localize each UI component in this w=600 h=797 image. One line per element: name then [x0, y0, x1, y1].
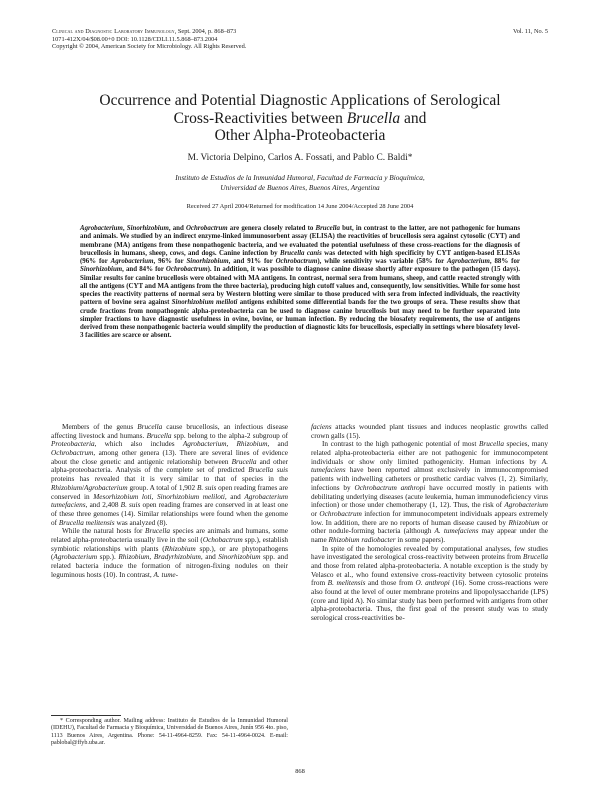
page-number: 868	[295, 768, 305, 775]
italic-term: Brucella	[523, 553, 548, 562]
italic-term: Sinorhizobium	[218, 553, 261, 562]
title-genus: Brucella	[346, 109, 401, 127]
abstract-italic: Sinorhizobium meliloti	[171, 299, 238, 307]
abstract-text: , 96% for	[153, 258, 187, 265]
italic-term: Bradyrhizobium	[153, 553, 201, 562]
italic-term: Agrobacterium	[53, 553, 98, 562]
text: have occurred mostly in patients with debilitating underlying diseases (acute leukemia, human immunodeficiency virus infection) or those under chemotherapy (1, 12). Thus, the risk of	[311, 483, 548, 510]
title-line-2	[40, 110, 560, 128]
text: In contrast to the high pathogenic potential of most	[322, 440, 479, 449]
text: infection for immunocompetent individuals appears extremely low. In addition, there are no reports of human disease caused by	[311, 509, 548, 527]
abstract	[80, 225, 520, 341]
abstract-italic: Sinorhizobium	[80, 266, 123, 274]
corresponding-author-footnote	[51, 718, 288, 747]
abstract-text: , 88% for	[489, 258, 520, 265]
body-column-left	[51, 423, 288, 579]
text: cause brucellosis, an infectious disease affecting livestock and humans.	[51, 423, 288, 440]
footnote-divider	[51, 715, 121, 716]
italic-term: Rhizobium	[118, 553, 150, 562]
abstract-text: , and	[168, 225, 186, 232]
italic-term: Rhizobium	[236, 440, 268, 449]
text: have been reported almost exclusively in immunocompromised patients with indwelling catheters or prosthetic cardiac valves (1, 2). Similarly, infections by	[311, 466, 548, 492]
text: species are animals and humans, some related alpha-proteobacteria usually live in the soil (	[51, 527, 288, 544]
affiliation-line-1: Instituto de Estudios de la Inmunidad Humoral, Facultad de Farmacia y Bioquímica,	[175, 173, 425, 182]
italic-term: Mesorhizobium loti	[93, 492, 152, 501]
abstract-text: , and 84% for	[122, 266, 166, 274]
paper-title	[40, 92, 560, 145]
italic-term: Rhizobium	[51, 483, 83, 492]
text: spp.), or are phytopathogens (	[51, 544, 288, 562]
italic-term: Agrobacterium	[84, 483, 128, 492]
abstract-italic: Sinorhizobium	[186, 258, 229, 265]
paragraph	[311, 440, 548, 544]
title-line-3: Other Alpha-Proteobacteria	[214, 127, 386, 144]
body-column-right	[311, 423, 548, 623]
abstract-text: but, in contrast to the latter, are not pathogenic for humans and animals. We studied by an indirect enzyme-linked immunosorbent assay (ELISA) the reactivities of brucellosis sera against cytosolic (CYT) and membrane (MA) antigens from these nonpathogenic bacteria, and we evaluated the potential usefulness of these cross-reactions for the diagnosis of brucellosis in humans, sheep, cows, and dogs. Canine infection by	[80, 225, 521, 257]
affiliation	[80, 173, 520, 192]
citation-details: , Sept. 2004, p. 868–873	[174, 28, 237, 35]
italic-term: Brucella	[146, 431, 172, 440]
text: open reading frames are conserved in	[51, 483, 288, 501]
italic-term: Brucella	[478, 440, 504, 449]
paragraph	[51, 527, 288, 579]
italic-term: Brucella suis	[248, 466, 288, 475]
italic-term: Sinorhizobium meliloti	[156, 492, 225, 501]
text: or other nodule-forming bacteria (although	[311, 518, 548, 536]
text: (16). Some cross-reactions were also found at the level of outer membrane proteins and lipopolysaccharide (LPS) (core and lipid A). No similar study has been performed with antigens from other alpha-proteobacteria. Thus, the first goal of the present study was to study serological cross-reactivities be-	[311, 579, 548, 623]
abstract-italic: Sinorhizobium	[126, 225, 169, 232]
italic-term: Brucella	[145, 527, 170, 536]
text: , and	[267, 440, 289, 449]
text: , and	[200, 553, 219, 562]
paragraph	[311, 423, 548, 440]
italic-term: Rhizobium	[164, 544, 196, 553]
italic-term: O. anthropi	[415, 579, 450, 588]
affiliation-line-2: Universidad de Buenos Aires, Buenos Aires, Argentina	[220, 182, 380, 192]
text: ,	[151, 492, 157, 501]
text: and those from	[365, 579, 416, 588]
text: , which also includes	[94, 440, 183, 449]
italic-term: Agrobacterium	[182, 440, 227, 449]
text: group. A total of 1,902	[127, 483, 197, 492]
copyright-line: Copyright © 2004, American Society for Microbiology. All Rights Reserved.	[52, 43, 247, 51]
italic-term: Brucella	[137, 423, 163, 431]
text: proteins has revealed that it is very similar to that of species in the	[51, 475, 288, 484]
abstract-text: ), while sensitivity was variable (58% for	[317, 258, 447, 265]
paragraph	[311, 545, 548, 623]
text: spp. belong to the alpha-2 subgroup of	[171, 431, 288, 440]
text: and those from related alpha-proteobacteria. A notable exception is the study by Velasco et al., who found extensive cross-reactivity between cytosolic proteins from	[311, 562, 548, 588]
italic-term: Ochobactrum	[202, 535, 243, 544]
abstract-text: was detected with high specificity by CYT antigen-based ELISAs (96% for	[80, 249, 520, 265]
text: species, many related alpha-proteobacteria either are not pathogenic for immunocompetent individuals or show only limited pathogenicity. Human infections by	[311, 440, 548, 466]
text: , and 2,408	[85, 501, 121, 510]
abstract-italic: Ochrobactrum	[275, 258, 318, 265]
text: While the natural hosts for	[62, 527, 146, 536]
italic-term: Brucella	[231, 457, 257, 466]
abstract-text: are genera closely related to	[227, 225, 316, 232]
volume-info: Vol. 11, No. 5	[513, 28, 548, 35]
text: spp. and related bacteria induce the formation of nitrogen-fixing nodules on their leguminous hosts (10). In contrast,	[51, 553, 289, 579]
abstract-text: ,	[122, 225, 127, 232]
abstract-italic: Agrobacterium	[446, 258, 490, 265]
title-text: and	[400, 109, 427, 127]
italic-term: B. suis	[196, 483, 217, 492]
text: open reading frames are conserved in at least one of these three genomes (14). Similar relationships were found when the genome of	[51, 501, 288, 527]
journal-name: Clinical and Diagnostic Laboratory Immunology	[52, 28, 175, 35]
footnote-text: * Corresponding author. Mailing address: Instituto de Estudios de la Inmunidad Humoral (IDEHU), Facultad de Farmacia y Bioquímica, Universidad de Buenos Aires, Junín 956 4to. piso, 1113 Buenos Aires, Argentina. Phone: 54-11-4964-8259. Fax: 54-11-4964-0024. E-mail: pablobal@ffyb.uba.ar.	[51, 718, 288, 746]
italic-term: Proteobacteria	[51, 440, 95, 449]
text: In spite of the homologies revealed by computational analyses, few studies have investigated the serological cross-reactivity between proteins from	[311, 544, 548, 562]
text: ,	[226, 440, 237, 449]
italic-term: Rhizobium radiobacter	[328, 535, 396, 544]
text: Members of the genus	[62, 423, 138, 431]
italic-term: Agrobacterium tumefaciens	[51, 492, 289, 510]
received-dates: Received 27 April 2004/Returned for modification 14 June 2004/Accepted 28 June 2004	[186, 203, 414, 210]
italic-term: Ochrobactrum	[51, 449, 94, 458]
text: attacks wounded plant tissues and induces neoplastic growths called crown galls (15).	[311, 423, 548, 440]
italic-term: Brucella melitensis	[58, 518, 115, 527]
abstract-text: , and 91% for	[228, 258, 276, 265]
text: in some papers).	[395, 535, 446, 544]
text: /	[82, 483, 85, 492]
text: was analyzed (8).	[114, 518, 168, 527]
italic-term: faciens	[311, 423, 332, 431]
italic-term: B. suis	[120, 501, 141, 510]
text: , and	[224, 492, 245, 501]
text: spp.).	[97, 553, 119, 562]
italic-term: Ochrobactrum anthropi	[354, 483, 426, 492]
title-line-1: Occurrence and Potential Diagnostic Applications of Serological	[99, 92, 501, 109]
text: ,	[149, 553, 154, 562]
italic-term: A. tume-	[153, 570, 179, 579]
italic-term: A. tumefaciens	[434, 527, 479, 536]
italic-term: B. melitensis	[327, 579, 366, 588]
italic-term: Agrobacterium	[504, 501, 548, 510]
italic-term: A. tumefaciens	[311, 457, 548, 475]
text: , among other genera (13). There are several lines of evidence about the close genetic and antigenic relationship between	[51, 449, 288, 466]
abstract-italic: Agrobacterium	[80, 225, 123, 232]
abstract-text: antigens exhibited some differential bands for the two groups of sera. These results show that crude fractions from nonpathogenic alpha-proteobacteria can be used to diagnose canine brucellosis but may need to be further separated into simpler fractions to have diagnostic usefulness in ovine, bovine, or human infection. By reducing the biosafety requirements, the use of antigens derived from these nonpathogenic bacteria would simplify the production of diagnostic kits for brucellosis, especially in settings where biosafety level-3 facilities are scarce or absent.	[80, 299, 520, 340]
paragraph	[51, 423, 288, 527]
doi-line: 1071-412X/04/$08.00+0 DOI: 10.1128/CDLI.11.5.868–873.2004	[52, 35, 218, 43]
title-text: Cross-Reactivities between	[173, 109, 347, 127]
journal-header	[52, 28, 392, 51]
italic-term: Ochrobactrum	[319, 509, 362, 518]
text: may appear under the name	[311, 527, 548, 544]
abstract-italic: Ochrobactrum	[185, 225, 228, 232]
text: and other alpha-proteobacteria. Analysis of the complete set of predicted	[51, 457, 288, 475]
text: spp.), establish symbiotic relationships with plants (	[51, 535, 289, 553]
italic-term: Rhizobium	[508, 518, 540, 527]
abstract-italic: Brucella canis	[279, 249, 322, 257]
citation-line	[52, 28, 392, 36]
authors: M. Victoria Delpino, Carlos A. Fossati, and Pablo C. Baldi*	[187, 153, 413, 163]
abstract-italic: Ochrobactrum	[165, 266, 208, 274]
abstract-text: ). In addition, it was possible to diagnose canine disease shortly after exposure to the pathogen (15 days). Similar results for canine brucellosis were obtained with MA antigens. In contrast, normal sera from humans, sheep, and cattle reacted strongly with all the antigens (CYT and MA antigens from the three bacteria), producing high cutoff values and, consequently, low sensitivities. While for some host species the reactivity patterns of normal sera by Western blotting were similar to those produced with sera from infected individuals, the reactivity pattern of bovine sera against	[80, 266, 520, 307]
abstract-italic: Brucella	[315, 225, 340, 232]
text: or	[311, 509, 320, 518]
abstract-italic: Agrobacterium	[110, 258, 154, 265]
